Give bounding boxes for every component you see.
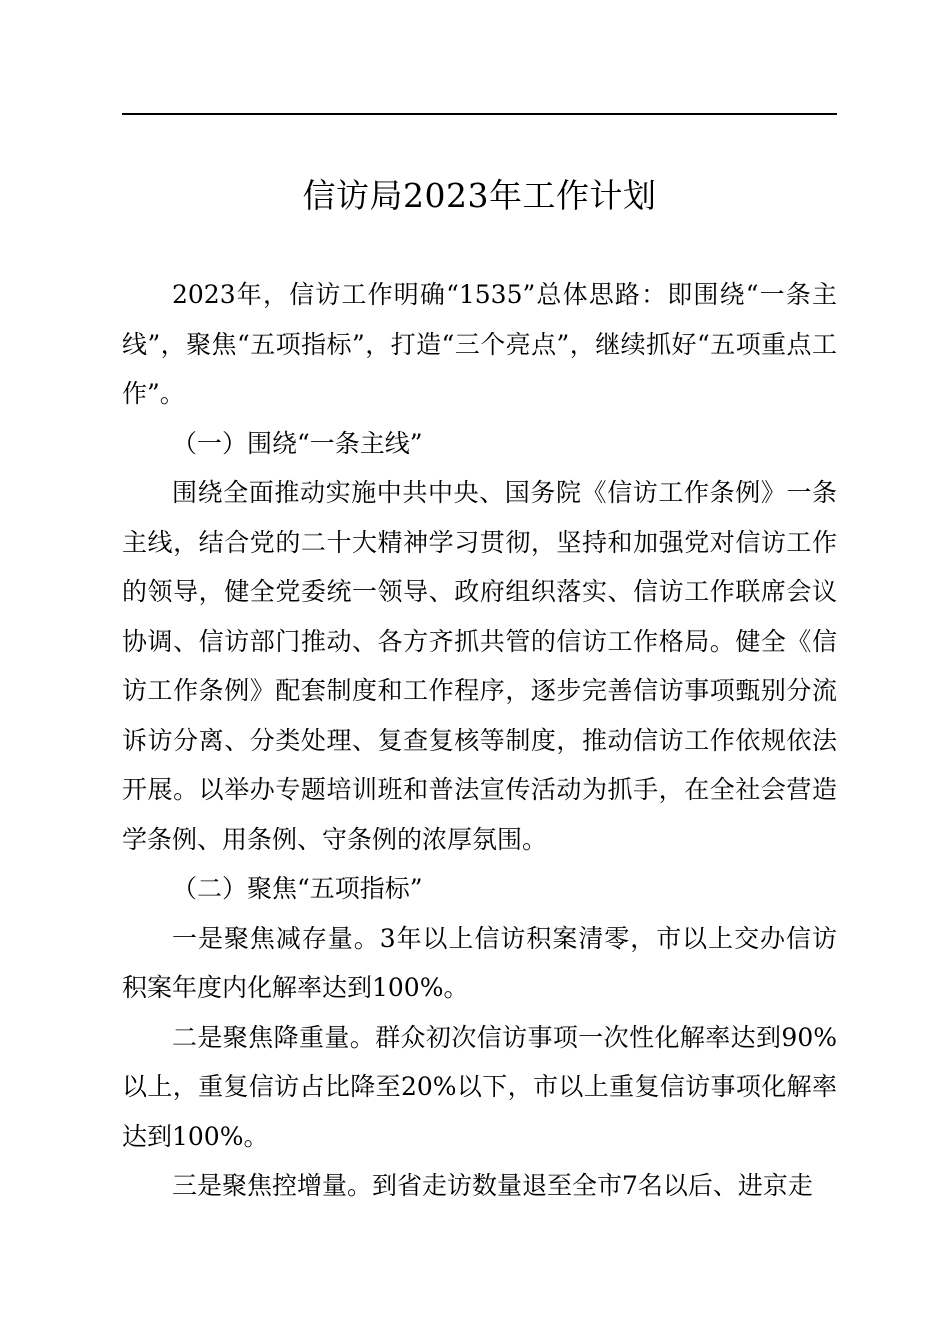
indicator-paragraph-3: 三是聚焦控增量。到省走访数量退至全市7名以后、进京走 xyxy=(172,1171,813,1200)
document-body xyxy=(122,270,837,1211)
section-1-paragraph: 围绕全面推动实施中共中央、国务院《信访工作条例》一条主线，结合党的二十大精神学习贯彻，坚持和加强党对信访工作的领导，健全党委统一领导、政府组织落实、信访工作联席会议协调、信访部门推动、各方齐抓共管的信访工作格局。健全《信访工作条例》配套制度和工作程序，逐步完善信访事项甄别分流诉访分离、分类处理、复查复核等制度，推动信访工作依规依法开展。以举办专题培训班和普法宣传活动为抓手，在全社会营造学条例、用条例、守条例的浓厚氛围。 xyxy=(122,478,837,854)
document-title: 信访局2023年工作计划 xyxy=(302,176,657,215)
intro-paragraph: 2023年，信访工作明确“1535”总体思路：即围绕“一条主线”，聚焦“五项指标”，打造“三个亮点”，继续抓好“五项重点工作”。 xyxy=(122,280,837,408)
indicator-paragraph-1: 一是聚焦减存量。3年以上信访积案清零，市以上交办信访积案年度内化解率达到100%。 xyxy=(122,923,837,1002)
section-heading-2: （二）聚焦“五项指标” xyxy=(172,874,423,903)
indicator-paragraph-2: 二是聚焦降重量。群众初次信访事项一次性化解率达到90%以上，重复信访占比降至20%以下，市以上重复信访事项化解率达到100%。 xyxy=(122,1022,837,1151)
header-rule xyxy=(122,113,837,115)
section-heading-1: （一）围绕“一条主线” xyxy=(172,428,423,458)
